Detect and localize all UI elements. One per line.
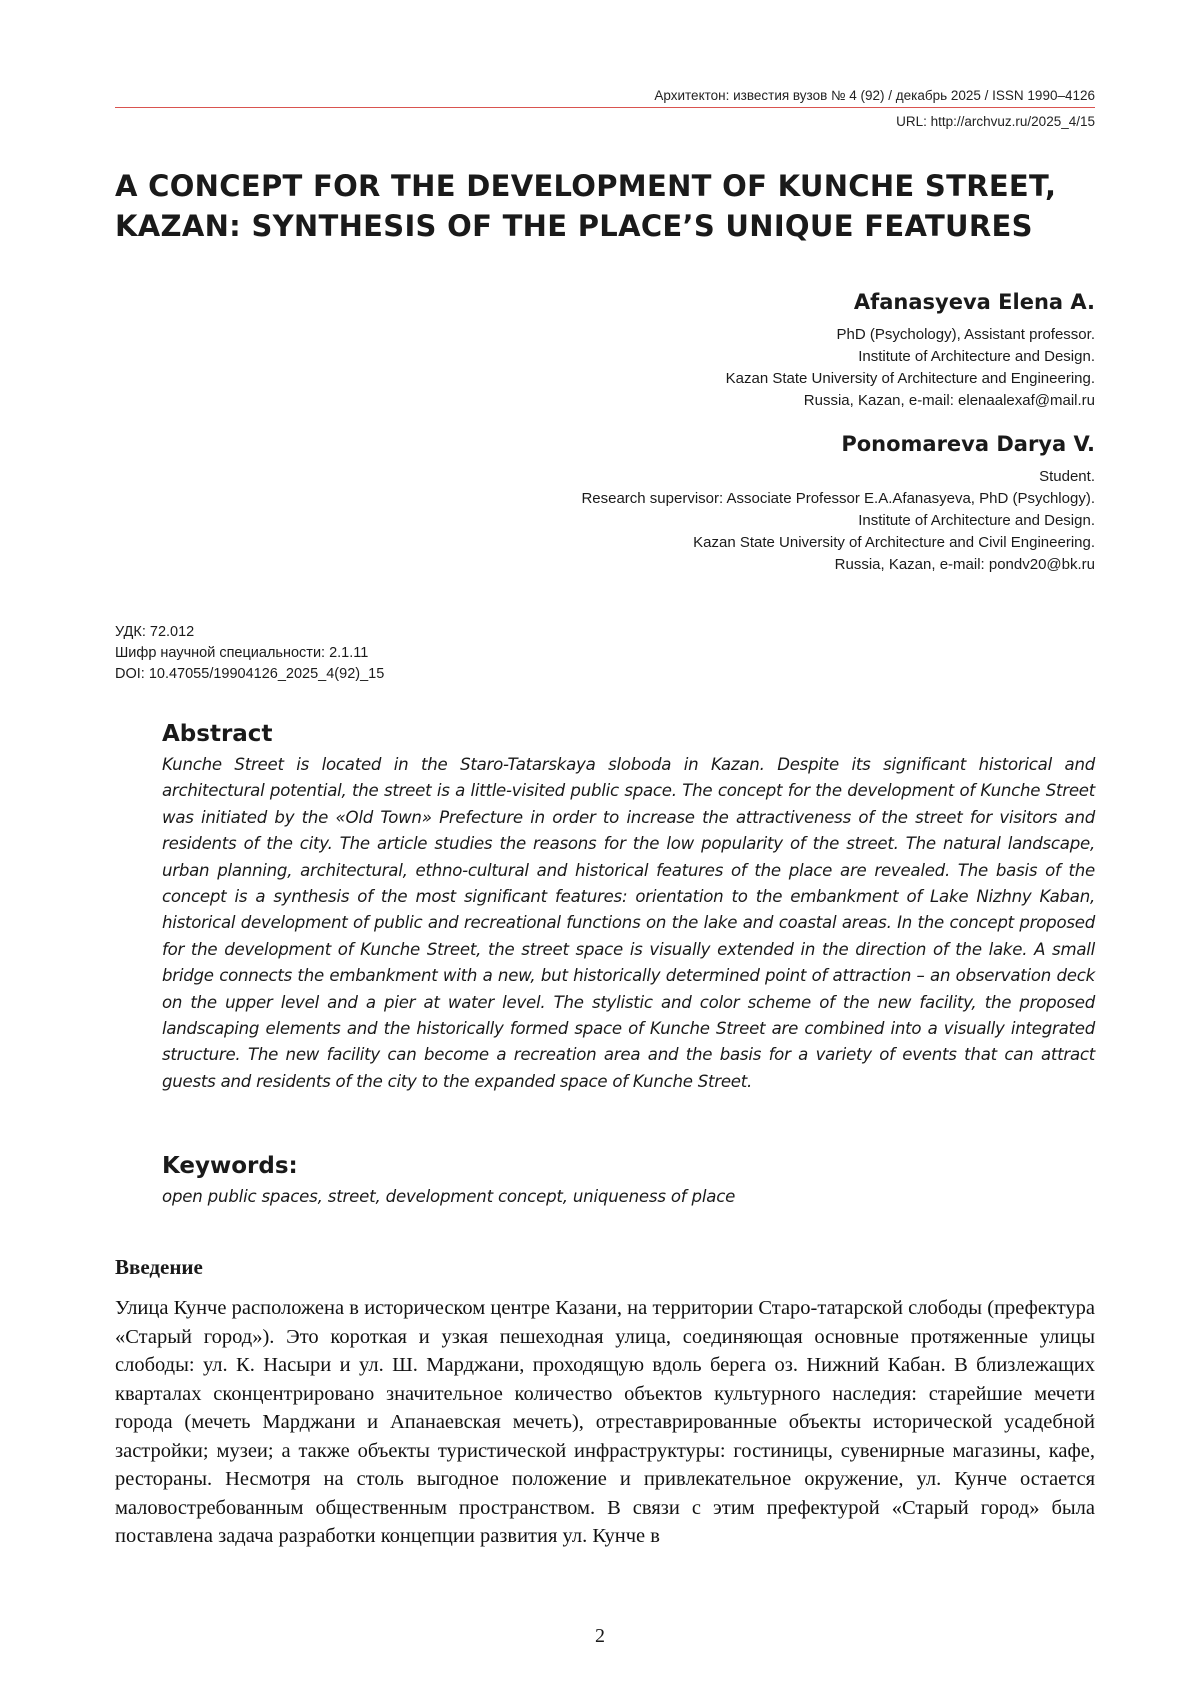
abstract-text: Kunche Street is located in the Staro-Tatarskaya sloboda in Kazan. Despite its significant historical and architectural potential, the street is a little-visited public space. The concept for the development of Kunche Street was initiated by the «Old Town» Prefecture in order to increase the attractiveness of the street for visitors and residents of the city. The article studies the reasons for the low popularity of the street. The natural landscape, urban planning, architectural, ethno-cultural and historical features of the place are revealed. The basis of the concept is a synthesis of the most significant features: orientation to the embankment of Lake Nizhny Kaban, historical development of public and recreational functions on the lake and coastal areas. In the concept proposed for the development of Kunche Street, the street space is visually extended in the direction of the lake. A small bridge connects the embankment with a new, but historically determined point of attraction – an observation deck on the upper level and a pier at water level. The stylistic and color scheme of the new facility, the proposed landscaping elements and the historically formed space of Kunche Street are combined into a visually integrated structure. The new facility can become a recreation area and the basis for a variety of events that can attract guests and residents of the city to the expanded space of Kunche Street. [162,755,1095,1091]
author-email-line: Russia, Kazan, e-mail: pondv20@bk.ru [834,556,1095,573]
keywords-section [162,1150,1095,1210]
author-email-line: Russia, Kazan, e-mail: elenaalexaf@mail.ru [803,392,1095,409]
journal-info: Архитектон: известия вузов № 4 (92) / декабрь 2025 / ISSN 1990–4126 [115,88,1095,108]
running-header [115,88,1095,129]
author-affiliation-line: Student. [1039,468,1095,485]
author-affiliation-line: PhD (Psychology), Assistant professor. [836,326,1095,343]
author-affiliation-line: Institute of Architecture and Design. [858,512,1095,529]
author-affiliation-line: Kazan State University of Architecture and Civil Engineering. [693,534,1095,551]
keywords-heading: Keywords: [162,1153,298,1179]
introduction-section [115,1252,1095,1551]
author-affiliation-line: Institute of Architecture and Design. [858,348,1095,365]
page-number: 2 [595,1625,605,1647]
author-name: Afanasyeva Elena A. [853,290,1095,314]
specialty-code: Шифр научной специальности: 2.1.11 [115,645,369,661]
author-name: Ponomareva Darya V. [841,432,1095,456]
author-affiliation-line: Kazan State University of Architecture and Engineering. [725,370,1095,387]
article-url: URL: http://archvuz.ru/2025_4/15 [896,114,1095,129]
article-meta [115,622,384,685]
article-title: A CONCEPT FOR THE DEVELOPMENT OF KUNCHE STREET, KAZAN: SYNTHESIS OF THE PLACE’S UNIQUE FEATURES [115,169,1057,243]
introduction-text: Улица Кунче расположена в историческом центре Казани, на территории Старо-татарской слободы (префектура «Старый город»). Это короткая и узкая пешеходная улица, соединяющая основные протяженные улицы слободы: ул. К. Насыри и ул. Ш. Марджани, проходящую вдоль берега оз. Нижний Кабан. В близлежащих кварталах сконцентрировано значительное количество объектов культурного наследия: старейшие мечети города (мечеть Марджани и Апанаевская мечеть), отреставрированные объекты исторической усадебной застройки; музеи; а также объекты туристической инфраструктуры: гостиницы, сувенирные магазины, кафе, рестораны. Несмотря на столь выгодное положение и привлекательное окружение, ул. Кунче остается маловостребованным общественным пространством. В связи с этим префектурой «Старый город» была поставлена задача разработки концепции развития ул. Кунче в [115,1297,1095,1547]
udk: УДК: 72.012 [115,624,195,640]
abstract-section [162,718,1095,1095]
authors [470,288,1095,576]
author-block [470,430,1095,576]
introduction-heading: Введение [115,1255,203,1279]
abstract-heading: Abstract [162,721,273,747]
author-block [470,288,1095,412]
author-affiliation-line: Research supervisor: Associate Professor E.A.Afanasyeva, PhD (Psychlogy). [581,490,1095,507]
keywords-text: open public spaces, street, development concept, uniqueness of place [162,1187,736,1206]
doi: DOI: 10.47055/19904126_2025_4(92)_15 [115,666,385,682]
